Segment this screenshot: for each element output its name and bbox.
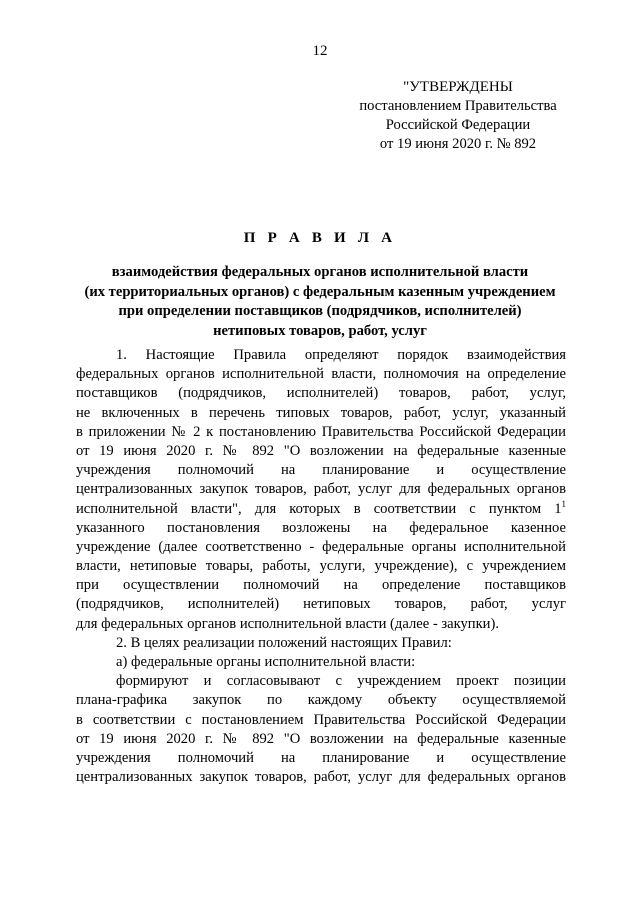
body-line: в соответствии с постановлением Правительства Российской Федерации	[76, 711, 566, 728]
body-line: от 19 июня 2020 г. № 892 "О возложении на федеральные казенные	[76, 730, 566, 747]
approval-line: от 19 июня 2020 г. № 892	[379, 136, 537, 152]
document-title: П Р А В И Л А	[243, 230, 397, 246]
body-line: формируют и согласовывают с учреждением проект позиции	[116, 673, 566, 690]
subtitle-line: нетиповых товаров, работ, услуг	[213, 322, 427, 339]
document-body	[76, 346, 566, 787]
body-line: 1. Настоящие Правила определяют порядок взаимодействия	[116, 347, 566, 363]
body-line: не включенных в перечень типовых товаров, работ, услуг, указанный	[76, 404, 566, 421]
approval-line: постановлением Правительства	[359, 98, 557, 114]
body-line: плана-графика закупок по каждому объекту осуществляемой	[76, 692, 566, 709]
body-line: федеральных органов исполнительной власти, полномочия на определение	[76, 366, 566, 383]
body-line: централизованных закупок товаров, работ, услуг для федеральных органов	[76, 769, 566, 786]
body-line: (подрядчиков, исполнителей) нетиповых товаров, работ, услуг	[76, 596, 566, 613]
body-line: в приложении № 2 к постановлению Правительства Российской Федерации	[76, 423, 566, 440]
body-line: учреждения полномочий на планирование и осуществление	[76, 749, 566, 766]
body-line: от 19 июня 2020 г. № 892 "О возложении на федеральные казенные	[76, 442, 566, 459]
subtitle-line: (их территориальных органов) с федеральным казенным учреждением	[84, 283, 556, 300]
body-line: учреждения полномочий на планирование и осуществление	[76, 462, 566, 479]
approval-heading: "УТВЕРЖДЕНЫ	[403, 79, 513, 95]
subtitle-line: при определении поставщиков (подрядчиков, исполнителей)	[118, 303, 522, 319]
body-line: при осуществлении полномочий на определение поставщиков	[76, 577, 566, 594]
body-line: 2. В целях реализации положений настоящих Правил:	[116, 634, 452, 651]
body-line: поставщиков (подрядчиков, исполнителей) товаров, работ, услуг,	[76, 385, 566, 402]
page-number: 12	[312, 43, 328, 59]
footnote-mark: 1	[561, 498, 566, 509]
approval-stamp	[340, 78, 576, 154]
body-line: учреждение (далее соответственно - федеральные органы исполнительной	[76, 538, 566, 555]
body-line: централизованных закупок товаров, работ, услуг для федеральных органов	[76, 481, 566, 498]
approval-line: Российской Федерации	[385, 117, 531, 133]
body-line: власти, нетиповые товары, работы, услуги, учреждение), с учреждением	[76, 558, 566, 575]
body-line: а) федеральные органы исполнительной власти:	[116, 654, 416, 670]
body-line: для федеральных органов исполнительной власти (далее - закупки).	[76, 615, 499, 632]
document-subtitle	[60, 263, 580, 341]
body-line-text: исполнительной власти", для которых в соответствии с пунктом 1	[76, 500, 562, 517]
body-line: указанного постановления возложены на федеральное казенное	[76, 519, 566, 536]
body-line-with-footnote	[76, 500, 566, 519]
subtitle-line: взаимодействия федеральных органов исполнительной власти	[111, 264, 529, 280]
